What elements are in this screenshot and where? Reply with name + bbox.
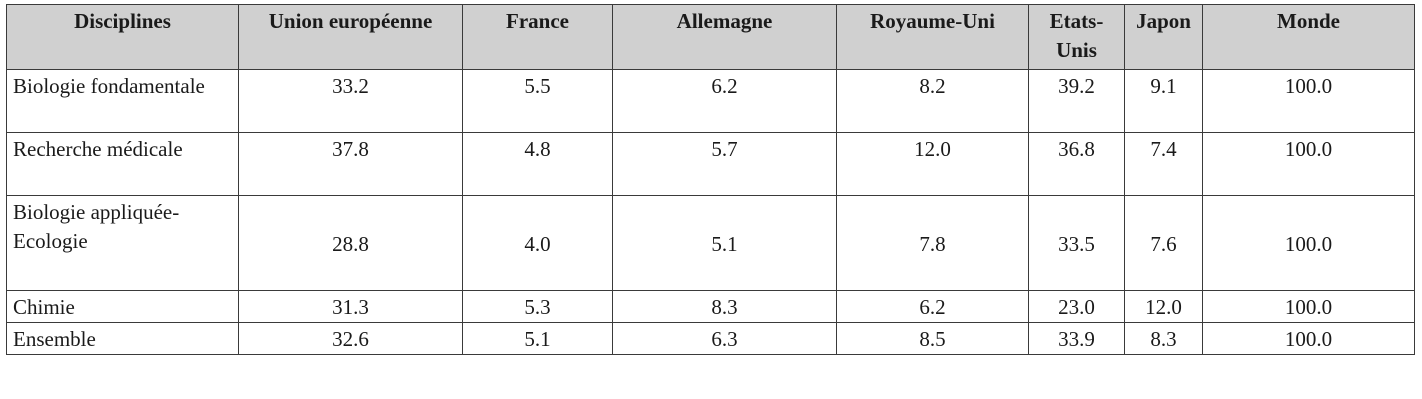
header-monde: Monde xyxy=(1203,5,1415,70)
value-cell: 7.8 xyxy=(837,196,1029,291)
discipline-cell: Biologie fondamentale xyxy=(7,70,239,133)
header-japon: Japon xyxy=(1125,5,1203,70)
value-cell: 100.0 xyxy=(1203,70,1415,133)
value-cell: 12.0 xyxy=(837,133,1029,196)
value-cell: 5.1 xyxy=(463,323,613,355)
value-cell: 37.8 xyxy=(239,133,463,196)
discipline-cell: Recherche médicale xyxy=(7,133,239,196)
value-cell: 6.3 xyxy=(613,323,837,355)
header-etats-unis: Etats-Unis xyxy=(1029,5,1125,70)
value-cell: 100.0 xyxy=(1203,291,1415,323)
table-row xyxy=(7,133,1415,196)
header-royaume-uni: Royaume-Uni xyxy=(837,5,1029,70)
value-cell: 23.0 xyxy=(1029,291,1125,323)
header-union-europeenne: Union européenne xyxy=(239,5,463,70)
table-row xyxy=(7,70,1415,133)
value-cell: 100.0 xyxy=(1203,133,1415,196)
value-cell: 7.4 xyxy=(1125,133,1203,196)
value-cell: 5.3 xyxy=(463,291,613,323)
value-cell: 33.2 xyxy=(239,70,463,133)
value-cell: 5.7 xyxy=(613,133,837,196)
value-cell: 33.9 xyxy=(1029,323,1125,355)
value-cell: 39.2 xyxy=(1029,70,1125,133)
value-cell: 8.2 xyxy=(837,70,1029,133)
header-allemagne: Allemagne xyxy=(613,5,837,70)
value-cell: 100.0 xyxy=(1203,196,1415,291)
discipline-cell: Chimie xyxy=(7,291,239,323)
value-cell: 32.6 xyxy=(239,323,463,355)
header-disciplines: Disciplines xyxy=(7,5,239,70)
value-cell: 5.1 xyxy=(613,196,837,291)
value-cell: 12.0 xyxy=(1125,291,1203,323)
value-cell: 7.6 xyxy=(1125,196,1203,291)
header-row xyxy=(7,5,1415,70)
value-cell: 4.8 xyxy=(463,133,613,196)
value-cell: 36.8 xyxy=(1029,133,1125,196)
header-france: France xyxy=(463,5,613,70)
value-cell: 5.5 xyxy=(463,70,613,133)
value-cell: 8.3 xyxy=(1125,323,1203,355)
value-cell: 6.2 xyxy=(613,70,837,133)
value-cell: 8.3 xyxy=(613,291,837,323)
value-cell: 4.0 xyxy=(463,196,613,291)
value-cell: 31.3 xyxy=(239,291,463,323)
table-row xyxy=(7,323,1415,355)
value-cell: 6.2 xyxy=(837,291,1029,323)
discipline-cell: Biologie appliquée-Ecologie xyxy=(7,196,239,291)
value-cell: 28.8 xyxy=(239,196,463,291)
value-cell: 8.5 xyxy=(837,323,1029,355)
discipline-cell: Ensemble xyxy=(7,323,239,355)
data-table xyxy=(6,4,1415,355)
value-cell: 9.1 xyxy=(1125,70,1203,133)
value-cell: 33.5 xyxy=(1029,196,1125,291)
value-cell: 100.0 xyxy=(1203,323,1415,355)
table-row xyxy=(7,196,1415,291)
table-row xyxy=(7,291,1415,323)
